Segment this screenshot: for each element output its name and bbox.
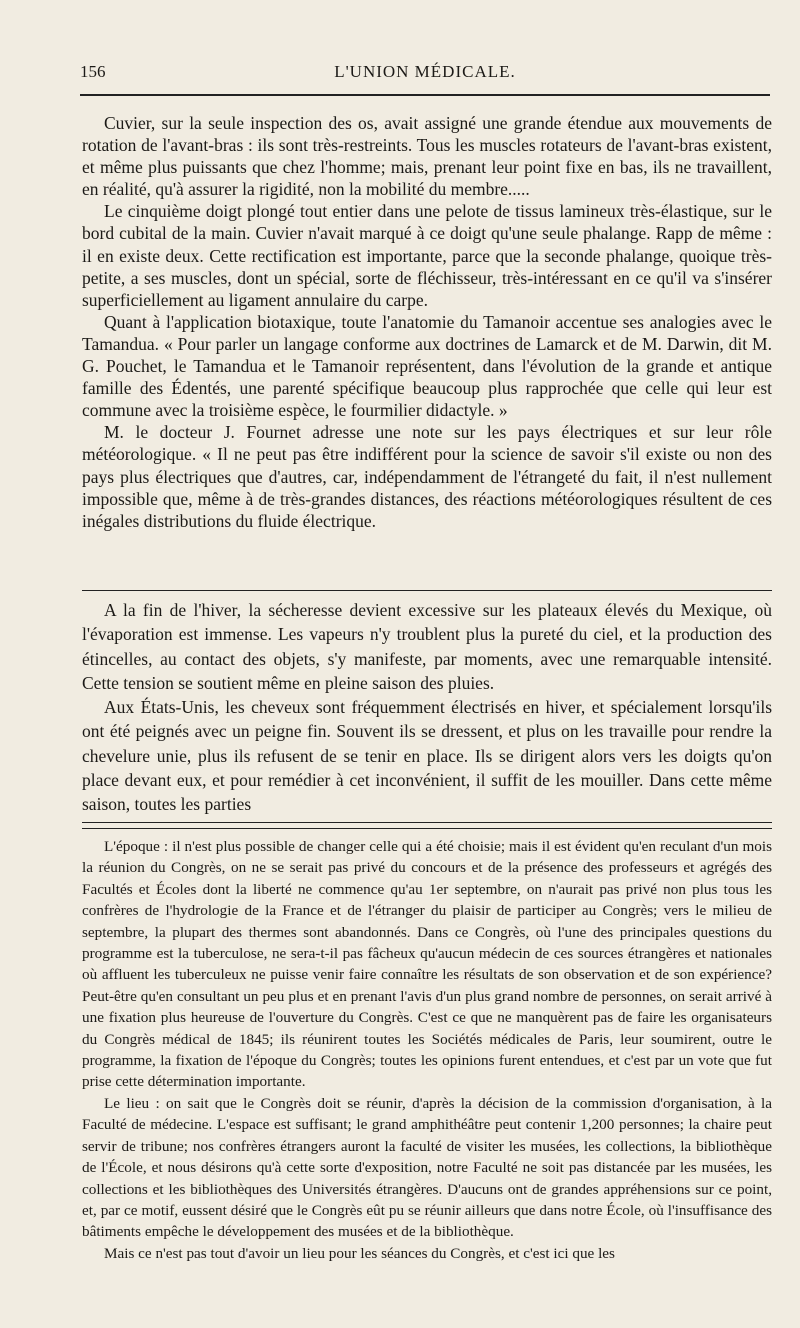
paragraph: Cuvier, sur la seule inspection des os, avait assigné une grande étendue aux mouvements de rotation de l'avant-bras : ils sont très-restreints. Tous les muscles rotateurs de l'avant-bras existent, et même plus puissants que chez l'homme; mais, prenant leur point fixe en bas, ils ne travaillent, en réalité, qu'à assurer la rigidité, non la mobilité du membre..... [82,113,772,200]
section-divider [82,822,772,823]
paragraph: A la fin de l'hiver, la sécheresse devient excessive sur les plateaux élevés du Mexique, où l'évaporation est immense. Les vapeurs n'y troublent plus la pureté du ciel, et la production des étincelles, au contact des objets, s'y manifeste, par moments, avec une remarquable intensité. Cette tension se soutient même en pleine saison des pluies. [82,600,772,693]
paragraph: Le cinquième doigt plongé tout entier dans une pelote de tissus lamineux très-élastique, sur le bord cubital de la main. Cuvier n'avait marqué à ce doigt qu'une seule phalange. Rapp de même : il en existe deux. Cette rectification est importante, parce que la seconde phalange, quoique très-petite, a ses muscles, dont un spécial, sorte de fléchisseur, très-intéressant en ce qu'il va s'insérer superficiellement au ligament annulaire du carpe. [82,201,772,310]
page-header [80,58,770,88]
section-divider [82,828,772,829]
text-block-electric-countries [82,598,772,817]
paragraph: M. le docteur J. Fournet adresse une note sur les pays électriques et sur leur rôle météorologique. « Il ne peut pas être indifférent pour la science de savoir s'il existe ou non des pays plus électriques que d'autres, car, indépendamment de l'étrangeté du fait, il n'est nullement impossible que, même à de très-grandes distances, des réactions météorologiques résultent de ces inégales distributions du fluide électrique. [82,422,772,531]
text-block-academy-report [82,112,772,532]
paragraph: L'époque : il n'est plus possible de changer celle qui a été choisie; mais il est évident qu'en reculant d'un mois la réunion du Congrès, on ne se serait pas privé du concours et de la présence des professeurs et agrégés des Facultés et Écoles dont la liberté ne commence qu'au 1er septembre, on n'aurait pas privé non plus tous les confrères de l'hydrologie de la France et de l'étranger du plaisir de participer au Congrès; vers le milieu de septembre, la plupart des thermes sont abandonnés. Dans ce Congrès, où l'une des principales questions du programme est la tuberculose, ne sera-t-il pas fâcheux qu'aucun médecin de ces sources étrangères et nationales où affluent les tuberculeux ne puisse venir faire connaître les résultats de son observation et de son expérience? Peut-être qu'en consultant un peu plus et en prenant l'avis d'un plus grand nombre de personnes, on serait arrivé à une fixation plus heureuse de l'ouverture du Congrès. C'est ce que ne manquèrent pas de faire les organisateurs du Congrès médical de 1845; ils réunirent toutes les Sociétés médicales de Paris, leur soumirent, outre le programme, la fixation de l'époque du Congrès; toutes les opinions furent entendues, et c'est par un vote que fut prise cette détermination importante. [82,838,772,1091]
page-number: 156 [80,62,106,81]
text-block-congress [82,836,772,1264]
paragraph: Mais ce n'est pas tout d'avoir un lieu pour les séances du Congrès, et c'est ici que les [104,1244,615,1262]
header-rule [80,94,770,96]
paragraph: Quant à l'application biotaxique, toute l'anatomie du Tamanoir accentue ses analogies avec le Tamandua. « Pour parler un langage conforme aux doctrines de Lamarck et de M. Darwin, dit M. G. Pouchet, le Tamandua et le Tamanoir représentent, dans l'évolution de la grande et antique famille des Édentés, une parenté spécifique beaucoup plus rapprochée que celle qui leur est commune avec la troisième espèce, le fourmilier didactyle. » [82,311,772,421]
paragraph: Aux États-Unis, les cheveux sont fréquemment électrisés en hiver, et spécialement lorsqu'ils ont été peignés avec un peigne fin. Souvent ils se dressent, et plus on les travaille pour rendre la chevelure unie, plus ils refusent de se tenir en place. Ils se dirigent alors vers les doigts qu'on place devant eux, et pour remédier à cet inconvénient, il suffit de les mouiller. Dans cette même saison, toutes les parties [82,697,772,815]
paragraph: Le lieu : on sait que le Congrès doit se réunir, d'après la décision de la commission d'organisation, à la Faculté de médecine. L'espace est suffisant; le grand amphithéâtre peut contenir 1,200 personnes; la chaire peut servir de tribune; nos confrères étrangers auront la faculté de visiter les musées, les collections, la bibliothèque de l'École, et nous désirons qu'à cette sorte d'exposition, notre Faculté ne soit pas distancée par les musées, les collections et les bibliothèques des Universités étrangères. D'aucuns ont de grandes appréhensions sur ce point, et, par ce motif, eussent désiré que le Congrès eût pu se réunir ailleurs que dans notre École, où l'insuffisance des bâtiments empêche le développement des musées et de la bibliothèque. [82,1094,772,1241]
journal-title: L'UNION MÉDICALE. [334,62,516,81]
section-divider [82,590,772,591]
